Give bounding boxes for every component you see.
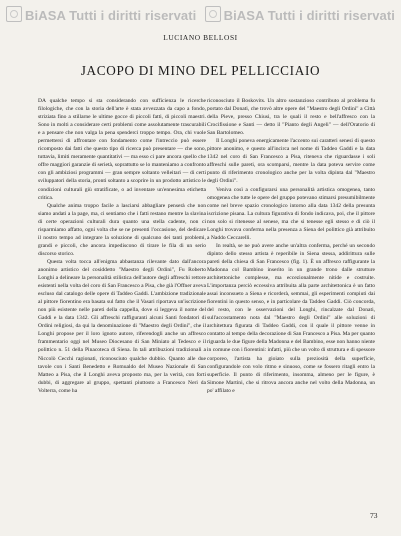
article-title: JACOPO DI MINO DEL PELLICCIAIO [80, 63, 321, 78]
paragraph: Qualche anima troppo facile a lasciarsi abbagliare penserà che non siamo andati a la page, ma, ci sentiamo che i fatti restano mentre la slavina di certe operazioni culturali dura quanto una stella cadente, non ci risparmiamo affatto, ogni volta che se ne presenti l'occasione, del dedicare il nostro tempo ad integrare la soluzione di qualcuno dei tanti problemi, grandi e piccoli, che ancora impediscono di tirare le fila di un serio discorso storico. [38, 202, 206, 257]
running-head: LUCIANO BELLOSI [163, 33, 238, 42]
text-column-left [38, 97, 206, 395]
copyright-logo-icon [205, 6, 221, 22]
page-number: 73 [370, 511, 378, 520]
paragraph: Il Longhi poneva energicamente l'accento sui caratteri senesi di questo pittore anonimo, e questo all'incirca nel nome di Taddeo Gaddi e la data 1342 nel coro di San Francesco a Pisa, riteneva che riguardasse i soli affreschi sulle pareti, ora scomparsi, mentre la data poteva servire come punto di riferimento cronologico anche per la volta dipinta dal "Maestro degli Ordini". [207, 138, 375, 185]
paragraph: In realtà, se ne può avere anche un'altra conferma, perché un secondo dipinto dello stesso artista è reperibile in Siena stessa, addirittura sulle pareti della chiesa di San Francesco (fig. 1). È un affresco raffigurante la Madonna col Bambino inserito in un grande trono dalle strutture architettoniche complesse, ma eccezionalmente nitide e costruite. L'importanza perciò eccessiva attribuita alla parte architettonica è un fatto assai inconsueto a Siena e ricorderà, semmai, gli esperimenti compiuti dai fiorentini in questo senso, e in particolare da Taddeo Gaddi. Ciò concorda, del resto, con le osservazioni del Longhi, rincalzate dal Donati, sull'accostamento nota dal "Maestro degli Ordini" alle soluzioni di architettura figurata di Taddeo Gaddi, con il quale il pittore venne in contatto al tempo della decorazione di San Francesco a Pisa. Ma per quanto riguarda le due figure della Madonna e del Bambino, esse non hanno niente in comune con i fiorentini: infatti, più che un volto di struttura e di spessore corporeo, l'artista ha gioiato sulla preziosità della superficie, configurandole con volo ritmo e sinuoso, come se fossero ritagli entro la superficie. Il punto di riferimento, insomma, almeno per le figure, è Simone Martini, che si ritrova ancora anche nel volto della Madonna, un po' affilato e [207, 242, 375, 394]
watermark-right-text: BiASA Tutti i diritti riservati [223, 7, 395, 23]
watermark-right [205, 6, 395, 23]
paragraph: Questa volta tocca all'enigma abbastanza rilevante dato dall'ancora anonimo artistico del cosiddetto "Maestro degli Ordini", Fu Roberto Longhi a delineare la personalità stilistica dell'autore degli affreschi rettore esistenti nella volta del coro di San Francesco a Pisa, che già l'Offner aveva escluso dal catalogo delle opere di Taddeo Gaddi. L'ambizione tradizionale al pittore fiorentino era basata sul fatto che il Vasari riportava un'iscrizione non più esistente nelle pareti della cappella, dove si leggeva il nome del Gaddi e la data 1342. Gli affreschi raffiguranti alcuni Santi fondatori di Ordini religiosi, da qui la denominazione di "Maestro degli Ordini", che il Longhi propose per il loro ignoto autore, riferendogli anche un affresco frammentario oggi nel Museo Diocesano di San Miniato al Tedesco e il polittico n. 51 della Pinacoteca di Siena. In tali attribuzioni tradizionali a Niccolò Cecchi ragionati, riconosciuto qualche dubbio. Quanto alle due tavole con i Santi Benedetto e Romualdo del Museo Nazionale di San Matteo a Pisa, che il Longhi aveva proposto ma, per la verità, con forti dubbi, di aggregare al gruppo, spettanti piuttosto a Francesco Neri da Volterra, come ha [38, 258, 206, 394]
watermark-left-text: BiASA Tutti i diritti riservati [25, 7, 197, 23]
text-column-right [207, 97, 375, 395]
copyright-logo-icon [6, 6, 22, 22]
paragraph: riconosciuto il Boskovits. Un altro sostanzioso contributo al problema fu portato dal Donati, che trovò altre opere del "Maestro degli Ordini" a Città della Pieve, presso Chiusi, tra le quali il resto e bell'affresco con la Crocifissione e Santi — detto il "Pianto degli Angeli" — dell'Oratorio di San Bartolomeo. [207, 98, 375, 137]
watermark [6, 3, 395, 25]
paragraph: Veniva così a configurarsi una personalità artistica omogenea, tanto omogenea che tutte le opere del gruppo potevano stimarsi presumibilmente come nel breve spazio cronologico intorno alla data 1342 della presunta iscrizione pisana. La cultura figurativa di fondo indicava, poi, che il pittore non solo si ritenesse al senese, ma che si tenesse egli stesso e di ciò il Longhi trovava conferma nella presenza a Siena del polittico già attribuito a Naddo Ceccarelli. [207, 186, 375, 241]
watermark-left [6, 6, 196, 23]
paragraph: DA qualche tempo si sta considerando con sufficienza le ricerche filologiche, che con la storia dell'arte è stata avvezzata da capo a fondo, striziata fino a stillarne le ultime gocce di piccoli fatti, di piccoli maestri. Sono in molti a considerare certi problemi come assolutamente trascurabili e a pensare che non valga la pena spenderci troppo tempo. Ora, chi vuole permettersi di affrontare con fondamento come l'intreccio può essere ricomposto dai fatti che questo tipo di ricerca può presentare — che sono, tuttavia, limiti meramente quantitativi — ma esso ci pare ancora quello che offre maggiori garanzie di serietà, soprattutto se lo manteniamo a confronto con gli ambiziosi programmi — gran sempre soltanto velleitari — di certi sviluppatori della storia, pronti soltanto a scoprire in un prodotto artistico le condizioni culturali giù stratificate, o ad inventare un'ennesima etichetta critica. [38, 98, 206, 201]
